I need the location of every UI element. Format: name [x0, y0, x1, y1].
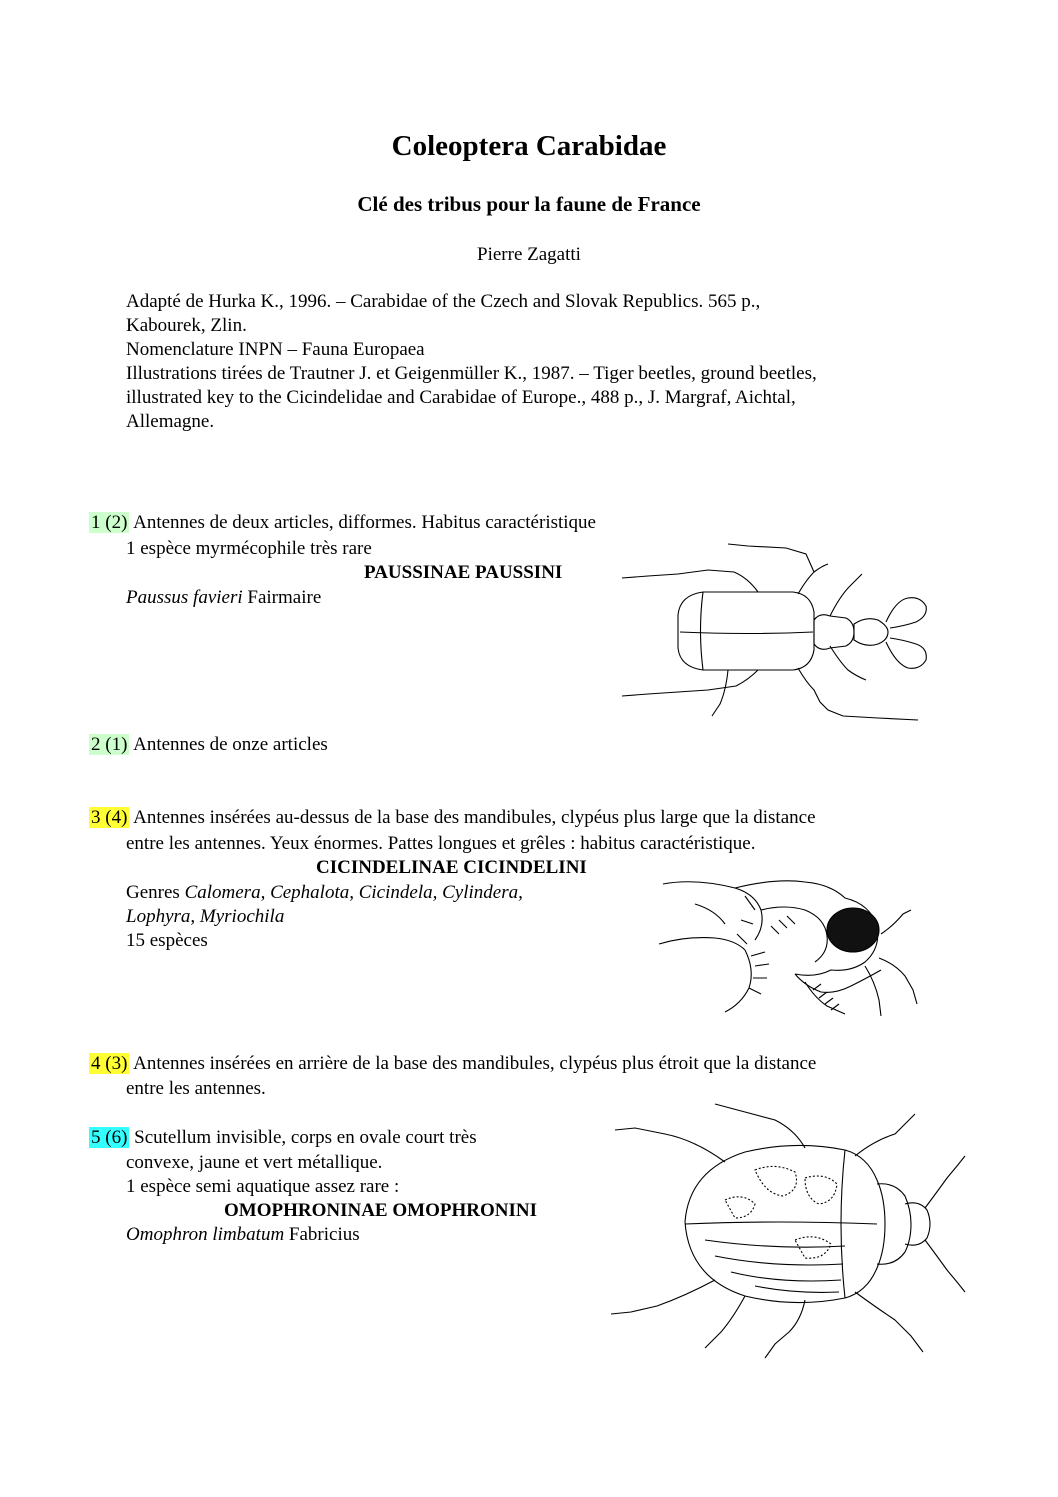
couplet-number: 4 (3): [91, 1053, 128, 1074]
species-name: Omophron limbatum: [126, 1224, 285, 1245]
couplet-4-lead: [89, 1052, 816, 1076]
reference-line: Allemagne.: [126, 411, 215, 432]
couplet-2-lead: [89, 733, 328, 757]
page-subtitle: Clé des tribus pour la faune de France: [357, 192, 701, 216]
couplet-text: Scutellum invisible, corps en ovale court très: [134, 1127, 477, 1148]
genera-label: Genres: [126, 882, 180, 903]
taxon-name: OMOPHRONINAE OMOPHRONINI: [224, 1200, 537, 1221]
reference-line: Illustrations tirées de Trautner J. et Geigenmüller K., 1987. – Tiger beetles, ground beetles,: [126, 363, 817, 384]
species-count: 15 espèces: [126, 930, 208, 951]
omophron-beetle-drawing-icon: [605, 1100, 973, 1362]
species-name: Paussus favieri: [126, 587, 243, 608]
species-author: Fabricius: [288, 1224, 360, 1245]
genera-line-2: Lophyra, Myriochila: [126, 906, 285, 927]
couplet-4-line2: entre les antennes.: [126, 1078, 266, 1099]
reference-line: illustrated key to the Cicindelidae and Carabidae of Europe., 488 p., J. Margraf, Aichtal,: [126, 387, 796, 408]
couplet-text: Antennes insérées au-dessus de la base des mandibules, clypéus plus large que la distance: [133, 807, 816, 828]
paussus-beetle-drawing-icon: [608, 540, 943, 725]
couplet-number: 5 (6): [91, 1127, 128, 1148]
couplet-number: 2 (1): [91, 734, 128, 755]
couplet-3-line2: entre les antennes. Yeux énormes. Pattes longues et grêles : habitus caractéristique.: [126, 833, 756, 854]
couplet-text: Antennes insérées en arrière de la base des mandibules, clypéus plus étroit que la distance: [133, 1053, 817, 1074]
author: Pierre Zagatti: [477, 244, 581, 265]
genera-line-1: [126, 881, 523, 905]
couplet-1-line2: 1 espèce myrmécophile très rare: [126, 538, 372, 559]
reference-line: Adapté de Hurka K., 1996. – Carabidae of the Czech and Slovak Republics. 565 p.,: [126, 291, 761, 312]
reference-line: Nomenclature INPN – Fauna Europaea: [126, 339, 425, 360]
taxon-name: CICINDELINAE CICINDELINI: [316, 857, 587, 878]
taxon-name: PAUSSINAE PAUSSINI: [364, 562, 563, 583]
species-line: [126, 586, 321, 610]
couplet-5-line3: 1 espèce semi aquatique assez rare :: [126, 1176, 400, 1197]
reference-line: Kabourek, Zlin.: [126, 315, 247, 336]
page-title: Coleoptera Carabidae: [391, 130, 667, 162]
species-line: [126, 1223, 360, 1247]
couplet-number: 3 (4): [91, 807, 128, 828]
cicindela-head-drawing-icon: [655, 874, 935, 1024]
couplet-1-lead: [89, 511, 596, 535]
couplet-text: Antennes de onze articles: [133, 734, 328, 755]
couplet-text: Antennes de deux articles, difformes. Habitus caractéristique: [133, 512, 596, 533]
references-block: [126, 290, 926, 434]
couplet-5-lead: [89, 1126, 477, 1150]
couplet-5-line2: convexe, jaune et vert métallique.: [126, 1152, 383, 1173]
couplet-3-lead: [89, 806, 816, 830]
couplet-number: 1 (2): [91, 512, 128, 533]
species-author: Fairmaire: [247, 587, 322, 608]
genera-names: Calomera, Cephalota, Cicindela, Cylindera,: [184, 882, 523, 903]
